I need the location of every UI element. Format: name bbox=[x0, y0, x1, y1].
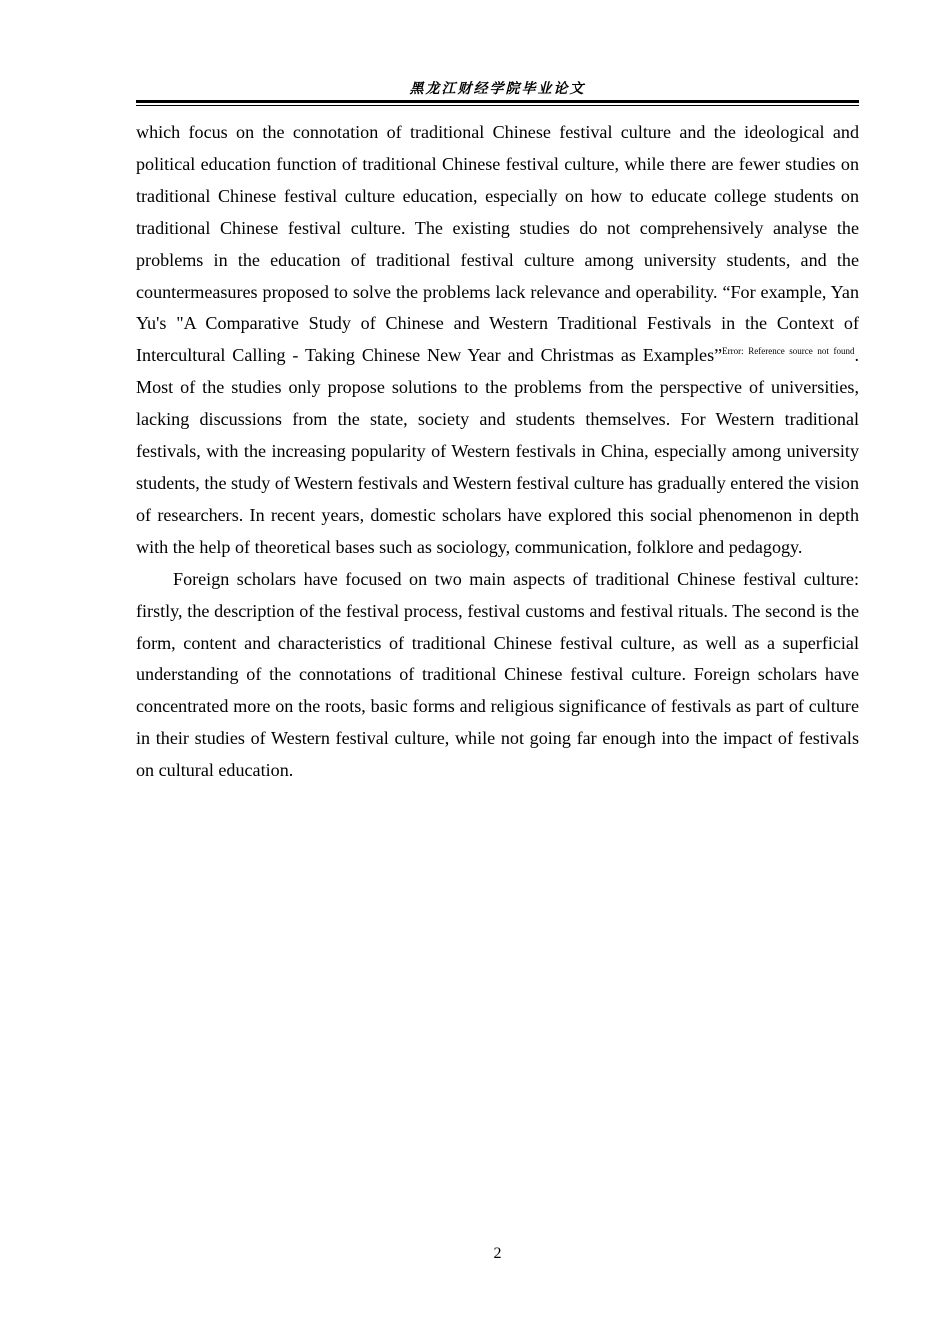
header-divider bbox=[136, 100, 859, 106]
body-text bbox=[136, 117, 859, 787]
paragraph-1-text-end: . Most of the studies only propose solutions to the problems from the perspective of universities, lacking discussions from the state, society and students themselves. For Western traditional festivals, with the increasing popularity of Western festivals in China, especially among university students, the study of Western festivals and Western festival culture has gradually entered the vision of researchers. In recent years, domestic scholars have explored this social phenomenon in depth with the help of theoretical bases such as sociology, communication, folklore and pedagogy. bbox=[136, 345, 859, 557]
reference-error-note: Error: Reference source not found bbox=[722, 346, 855, 357]
page-number: 2 bbox=[493, 1245, 502, 1262]
page-header-title: 黑龙江财经学院毕业论文 bbox=[409, 81, 586, 97]
paragraph-2: Foreign scholars have focused on two main aspects of traditional Chinese festival culture: firstly, the description of the festival process, festival customs and festival rituals. The second is the form, content and characteristics of traditional Chinese festival culture, as well as a superficial understanding of the connotations of traditional Chinese festival culture. Foreign scholars have concentrated more on the roots, basic forms and religious significance of festivals as part of culture in their studies of Western festival culture, while not going far enough into the impact of festivals on cultural education. bbox=[136, 568, 859, 781]
paragraph-1 bbox=[136, 117, 859, 564]
paragraph-1-text-start: which focus on the connotation of traditional Chinese festival culture and the ideological and political education function of traditional Chinese festival culture, while there are fewer studies on traditional Chinese festival culture education, especially on how to educate college students on traditional Chinese festival culture. The existing studies do not comprehensively analyse the problems in the education of traditional festival culture among university students, and the countermeasures proposed to solve the problems lack relevance and operability. “For example, Yan Yu's "A Comparative Study of Chinese and Western Traditional Festivals in the Context of Intercultural Calling - Taking Chinese New Year and Christmas as Examples” bbox=[136, 122, 859, 366]
